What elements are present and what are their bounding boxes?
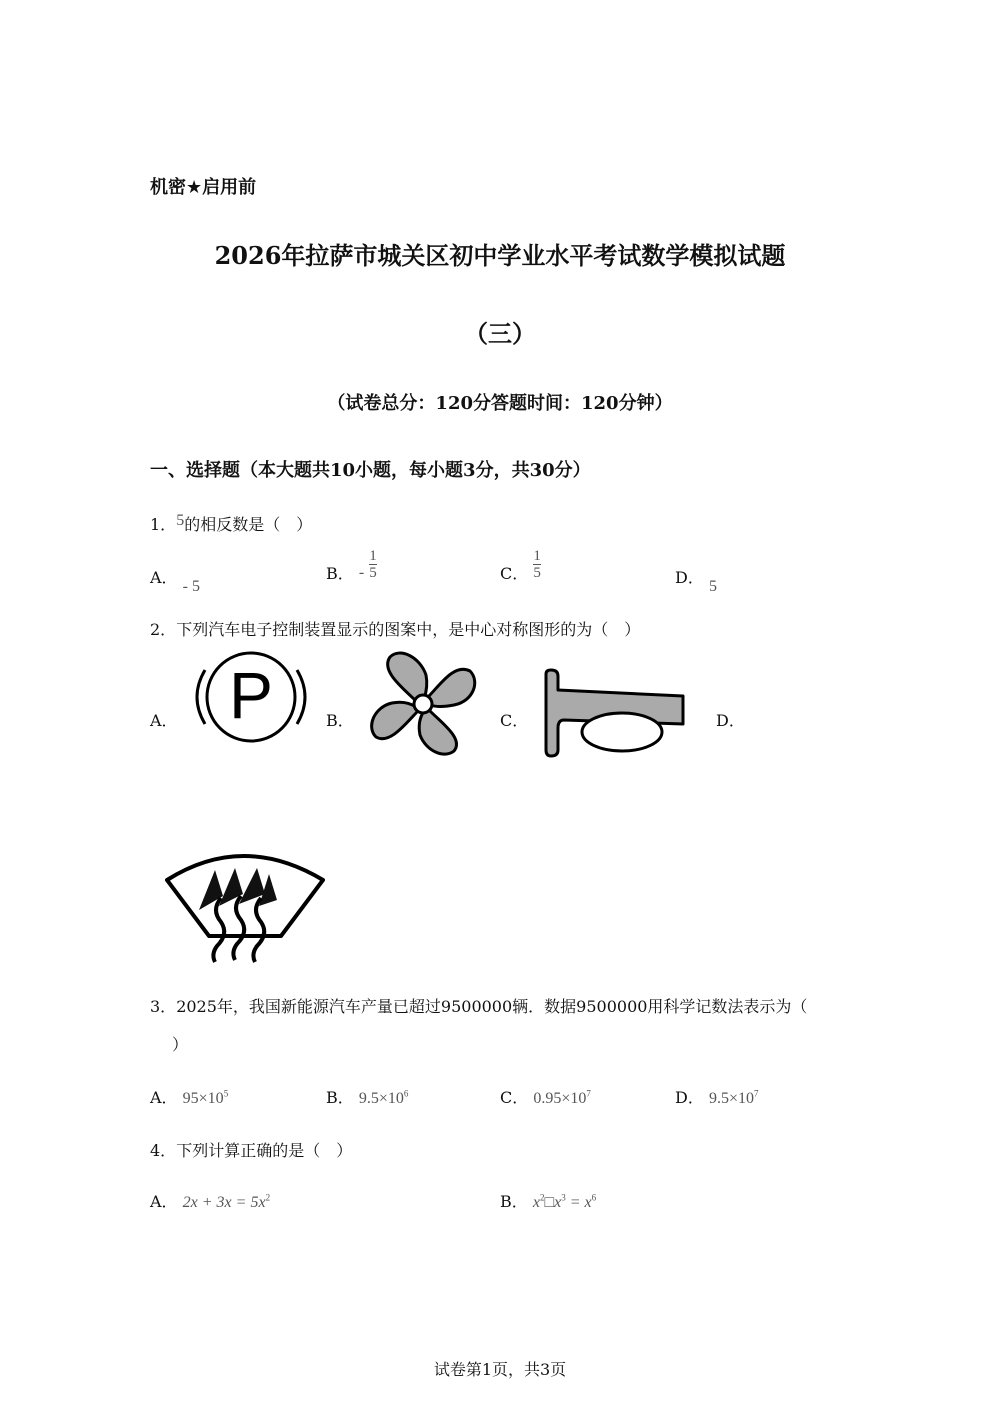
term-b: □x [544,1194,562,1211]
exam-meta: （试卷总分：120分答题时间：120分钟） [327,393,673,414]
stem-text: 2025年，我国新能源汽车产量已超过9500000辆．数据9500000用科学记数法表示为（ [176,997,808,1016]
option-base: 9.5×10 [708,1090,754,1107]
q2-option-d-label[interactable]: D． [716,711,745,730]
option-exponent: 5 [223,1088,229,1099]
stem-text: 下列计算正确的是（ ） [176,1141,353,1160]
q3-option-a[interactable] [150,1085,228,1108]
q4-option-b[interactable] [500,1189,596,1212]
denominator: 5 [369,565,377,581]
numerator: 1 [369,548,377,564]
parking-brake-icon [192,648,310,746]
question-3-stem-end: ） [172,1035,189,1054]
option-label: D． [675,1088,704,1107]
stem-math: 5 [176,512,185,529]
option-label: B． [326,1088,354,1107]
fraction [369,548,377,581]
option-label: C． [500,1088,529,1107]
option-label: A． [150,1088,178,1107]
section-heading: 一、选择题（本大题共10小题，每小题3分，共30分） [150,460,591,481]
option-exponent: 2 [265,1192,271,1203]
exam-title-volume: （三） [464,319,536,348]
q1-option-d[interactable] [675,565,717,595]
option-exponent: 6 [403,1088,409,1099]
q3-option-b[interactable] [326,1085,408,1108]
parking-letter: P [228,658,274,732]
option-value: - 5 [182,578,200,595]
option-label: A． [150,1192,178,1211]
q1-option-b[interactable] [326,548,377,581]
option-label: C． [500,564,529,583]
option-base: 95×10 [182,1090,224,1107]
fan-icon [368,649,480,759]
question-number: 2． [150,620,177,639]
question-number: 1． [150,515,177,534]
numerator: 1 [533,548,541,564]
exponent-c: 6 [591,1192,597,1203]
page-footer: 试卷第1页，共3页 [433,1360,567,1379]
q3-option-c[interactable] [500,1085,591,1108]
question-3-stem [150,994,807,1017]
option-sign: - [358,564,365,581]
exponent-a: 2 [539,1192,545,1203]
q1-option-a[interactable] [150,565,200,595]
rhs: = x [565,1194,592,1211]
question-2-stem [150,617,640,640]
option-label: A． [150,568,178,587]
stem-text: 下列汽车电子控制装置显示的图案中，是中心对称图形的为（ ） [176,620,641,639]
question-number: 3． [150,997,177,1016]
option-label: D． [675,568,704,587]
option-exponent: 7 [586,1088,591,1099]
q1-option-c[interactable] [500,548,541,581]
q2-option-a-label[interactable]: A． [150,711,178,730]
q4-option-a[interactable] [150,1189,270,1212]
denominator: 5 [533,565,541,581]
term-a: x [532,1194,540,1211]
q3-option-d[interactable] [675,1085,758,1108]
stem-text: 的相反数是（ ） [184,515,313,534]
horn-icon [542,668,688,760]
option-base: 9.5×10 [358,1090,404,1107]
question-number: 4． [150,1141,177,1160]
question-1-stem [150,512,312,535]
q2-option-b-label[interactable]: B． [326,711,354,730]
q2-option-c-label[interactable]: C． [500,711,529,730]
confidential-label: 机密★启用前 [150,177,257,198]
option-base: 0.95×10 [533,1090,587,1107]
fraction [533,548,541,581]
exam-title: 2026年拉萨市城关区初中学业水平考试数学模拟试题 [214,241,786,270]
option-expression: 2x + 3x = 5x [182,1194,266,1211]
option-exponent: 7 [753,1088,759,1099]
exponent-b: 3 [561,1192,566,1203]
option-value: 5 [708,578,717,595]
rear-defrost-icon [165,848,325,964]
option-label: B． [500,1192,528,1211]
option-label: B． [326,564,354,583]
question-4-stem [150,1138,352,1161]
